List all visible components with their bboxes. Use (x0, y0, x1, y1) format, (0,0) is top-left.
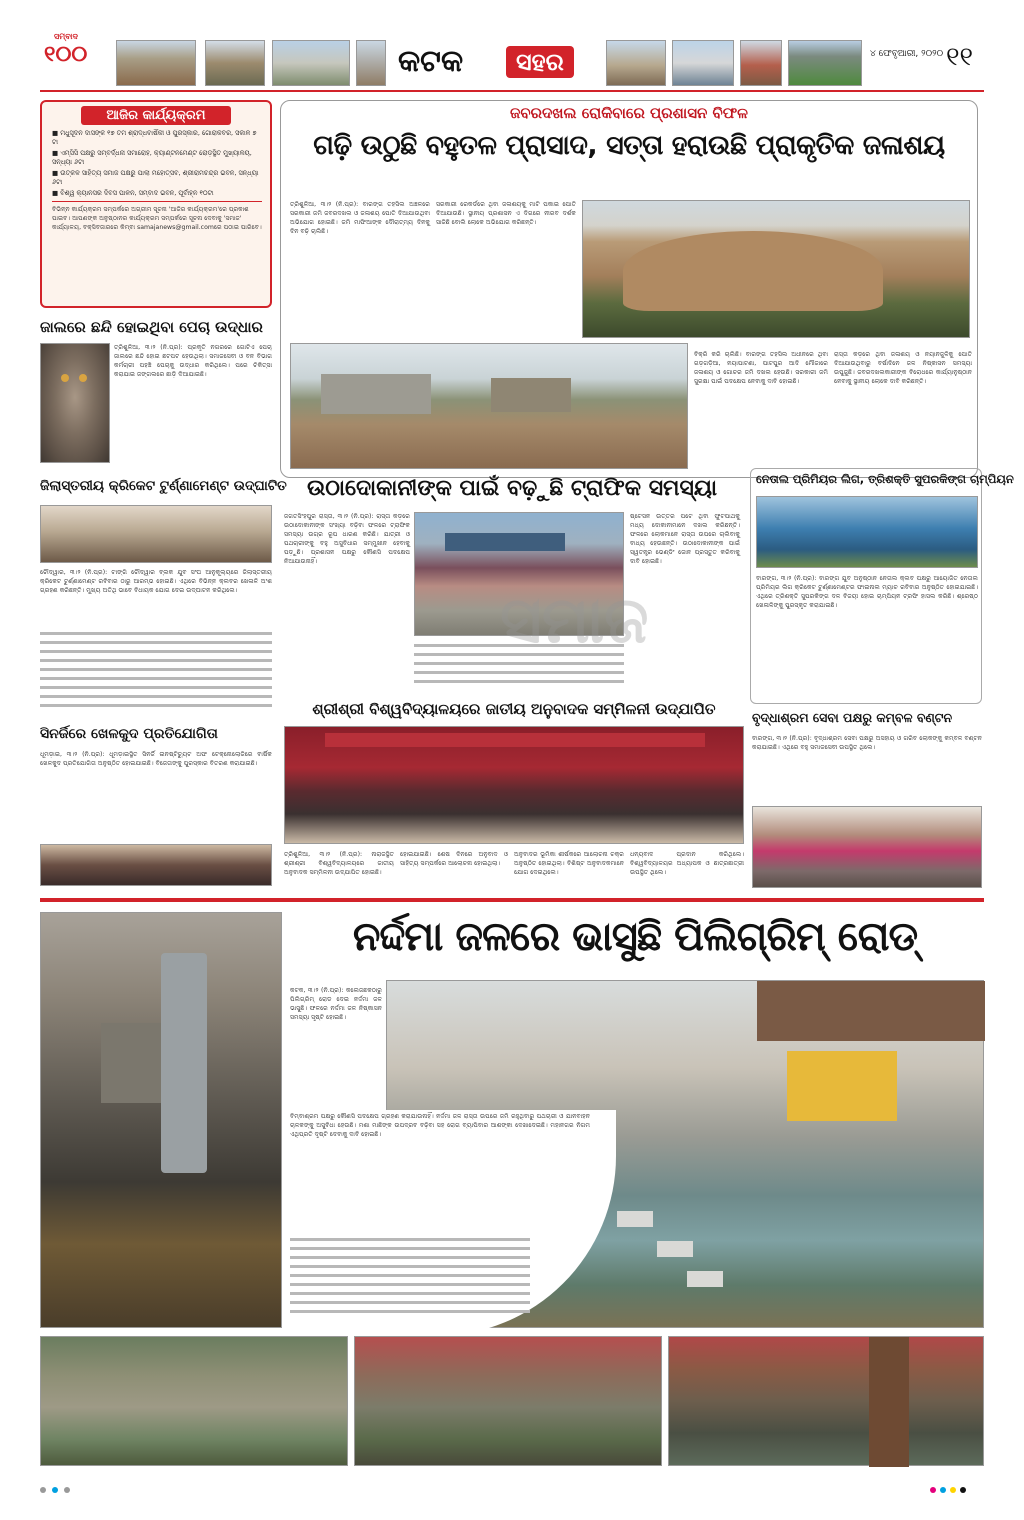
todays-events-note: ବିଭିନ୍ନ କାର୍ଯ୍ୟକ୍ରମ ସମ୍ପର୍କରେ ଅଗ୍ରୀମ ସୂଚନା 'ଆଜିର କାର୍ଯ୍ୟକ୍ରମ'ରେ ପ୍ରକାଶ ପାଇବ। ଆପଣଙ୍କ ଅନୁଷ୍ଠାନର କାର୍ଯ୍ୟକ୍ରମ ସମ୍ପର୍କରେ ସୂଚନା ଦେବାକୁ 'ସମାଜ' କାର୍ଯ୍ୟାଳୟ, ବକ୍ସିବଜାରରେ କିମ୍ବା samajanews@gmail.comରେ ପଠାଇ ପାରିବେ। (52, 201, 262, 232)
stepping-stone (687, 1271, 723, 1287)
drain-photo-garbage-path (354, 1336, 662, 1466)
drain-col-wide: ବିମ୍ବାଶ୍ରମ ପକ୍ଷରୁ କୌଣସି ପଦକ୍ଷେପ ଗ୍ରହଣ କରାଯାଉନାହିଁ। ନର୍ଦ୍ଦମା ଜଳ ରାସ୍ତା ଉପରେ ଜମି ରହୁଥିବାରୁ ପଥଚାରୀ ଓ ଯାନବାହନ ଚାଳକଙ୍କୁ ଅସୁବିଧା ହେଉଛି। ମଶା ମାଛିଙ୍କ ଉପଦ୍ରବ ବଢ଼ିବା ସହ ରୋଗ ବ୍ୟାପିବାର ଆଶଙ୍କା ଦେଖାଦେଇଛି। ମହାନଗର ନିଗମ ଏଥିପ୍ରତି ଦୃଷ୍ଟି ଦେବାକୁ ଦାବି ହୋଇଛି। (290, 1113, 590, 1138)
traffic-col-1: ଜଗତସିଂହପୁର ରାସ୍ତା, ୩।୨ (ନି.ପ୍ର): ରାସ୍ତା କଡ଼ରେ ଉଠାଦୋକାନୀଙ୍କ ସଂଖ୍ୟା ବଢ଼ିବା ଫଳରେ ଟ୍ରାଫିକ ସମସ୍ୟା ଉଗ୍ର ରୂପ ଧାରଣ କରିଛି। ଯାତ୍ରୀ ଓ ପଥଚାରୀଙ୍କୁ ବହୁ ଅସୁବିଧାର ସମ୍ମୁଖୀନ ହେବାକୁ ପଡ଼ୁଛି। ପ୍ରଶାସନ ପକ୍ଷରୁ କୌଣସି ପଦକ୍ଷେପ ନିଆଯାଉନାହିଁ। (284, 513, 410, 565)
stepping-stone (617, 1211, 653, 1227)
masthead-photo-stadium (788, 40, 862, 86)
netal-headline: ନେତାଲ ପ୍ରିମିୟର ଲିଗ, ତ୍ରିଶକ୍ତି ସୁପରକିଙ୍ଗ ଚାମ୍ପିୟନ (756, 472, 1014, 486)
blanket-photo (752, 806, 982, 888)
lead-col-4: ରାସ୍ତା କଡ଼ରେ ଥିବା ଜଳାଶୟ ଓ ନୟାନଜୁଳିକୁ ପୋତି ଦିଆଯାଉଥିବାରୁ ବର୍ଷାଦିନେ ଜଳ ନିଷ୍କାସନ ସମସ୍ୟା ଉପୁଜୁଛି। ଜବରଦଖଲକାରୀଙ୍କ ବିରୋଧରେ କାର୍ଯ୍ୟାନୁଷ୍ଠାନ ନେବାକୁ ସ୍ଥାନୀୟ ଲୋକେ ଦାବି କରିଛନ୍ତି। (834, 351, 972, 385)
owl-eye-icon (61, 374, 69, 382)
masthead-photo-ship (672, 40, 734, 86)
blanket-headline: ବୃଦ୍ଧାଶ୍ରମ ସେବା ପକ୍ଷରୁ କମ୍ବଳ ବଣ୍ଟନ (752, 710, 953, 725)
masthead-photo-building (272, 40, 350, 86)
owl-photo (40, 343, 110, 463)
drain-photo-waterlogged-lane (40, 1336, 348, 1466)
traffic-headline: ଉଠାଦୋକାନୀଙ୍କ ପାଇଁ ବଢ଼ୁଛି ଟ୍ରାଫିକ ସମସ୍ୟା (306, 476, 718, 501)
masthead-photo-market (356, 40, 386, 86)
cricket-body-continued (40, 632, 272, 718)
shop-counter (787, 1051, 897, 1121)
synergy-headline: ସିନର୍ଜିରେ ଖେଳକୁଦ ପ୍ରତିଯୋଗିତା (40, 726, 218, 742)
synergy-body: ଧୂମଡ଼ାଇ, ୩।୨ (ନି.ପ୍ର): ଧୂମଡ଼ାଇସ୍ଥିତ ସିନର୍ଜି ଇନଷ୍ଟିଚ୍ୟୁଟ ଅଫ ଟେକ୍ନୋଲୋଜିରେ ବାର୍ଷିକ ଖେଳକୁଦ ପ୍ରତିଯୋଗିତା ଅନୁଷ୍ଠିତ ହୋଇଯାଇଛି। ବିଜେତାଙ୍କୁ ପୁରସ୍କାର ବିତରଣ କରାଯାଇଛି। (40, 751, 272, 767)
event-item: ■ ବିଶ୍ୱ କ୍ୟାନସର ଦିବସ ପାଳନ, ସମ୍ବାଦ ଭବନ, ପୂର୍ବାହ୍ନ ୧୦ଟା (52, 189, 214, 197)
issue-date: ୪ ଫେବୃଆରୀ, ୨୦୨୦ (870, 49, 944, 59)
owl-body: ତ୍ରିଶୁଳିଆ, ୩।୨ (ନି.ପ୍ର): ପ୍ରକୃତି ନଗରରେ ଗୋଟିଏ ପେଚା ଜାଲରେ ଛନ୍ଦି ହୋଇ ଛଟପଟ ହେଉଥିଲା। ସମାଜସେବୀ ଓ ବନ ବିଭାଗ କର୍ମଚାରୀ ପହଞ୍ଚି ପେଚାକୁ ଉଦ୍ଧାର କରିଥିଲେ। ପରେ ଚିକିତ୍ସା କରାଯାଇ ଜଙ୍ଗଲରେ ଛାଡ଼ି ଦିଆଯାଇଛି। (114, 344, 272, 378)
samaja-watermark: ସମାଜ (500, 584, 649, 658)
todays-events-list (42, 125, 270, 198)
masthead-photo-temple (116, 40, 196, 86)
lead-photo-construction (290, 343, 688, 469)
todays-events-title: ଆଜିର କାର୍ଯ୍ୟକ୍ରମ (81, 106, 231, 125)
srisri-col-4: ଧନ୍ୟବାଦ ପ୍ରଦାନ କରିଥିଲେ। ବିଶ୍ୱବିଦ୍ୟାଳୟର ଅଧ୍ୟାପକ ଓ ଛାତ୍ରଛାତ୍ରୀ ଉପସ୍ଥିତ ଥିଲେ। (630, 851, 744, 876)
lead-col-3: ବିକ୍ରି କରି ଚାଲିଛି। ବାରଙ୍ଗ ତହସିଲ ଅଧୀନରେ ଥିବା ଗଡ଼ଗଡ଼ିଆ, ନୟାପାଟଣା, ପାଟପୁର ଆଦି ମୌଜାରେ ଜଳାଶୟ ଓ ଗୋଚର ଜମି ଦଖଲ ହେଉଛି। ସରକାରୀ ଜମି ସୁରକ୍ଷା ପାଇଁ ପଦକ୍ଷେପ ନେବାକୁ ଦାବି ହୋଇଛି। (694, 351, 828, 385)
section-title-city: କଟକ (398, 44, 464, 79)
edition-logo (40, 32, 102, 72)
edition-number: ୧୦୦ (44, 42, 88, 67)
srisri-photo-stage (284, 726, 744, 844)
netal-photo (756, 496, 978, 568)
shop-roof (757, 981, 985, 1041)
blanket-body: ବାରଙ୍ଗ, ୩।୨ (ନି.ପ୍ର): ବୃଦ୍ଧାଶ୍ରମ ସେବା ପକ୍ଷରୁ ଅସହାୟ ଓ ଗରିବ ଲୋକଙ୍କୁ କମ୍ବଳ ବଣ୍ଟନ କରାଯାଇଛି। ଏଥିରେ ବହୁ ସମାଜସେବୀ ଉପସ୍ଥିତ ଥିଲେ। (752, 735, 982, 751)
owl-headline: ଜାଲରେ ଛନ୍ଦି ହୋଇଥିବା ପେଚା ଉଦ୍ଧାର (40, 318, 263, 336)
drain-headline: ନର୍ଦ୍ଦମା ଜଳରେ ଭାସୁଛି ପିଲିଗ୍ରିମ୍ ରୋଡ୍ (352, 914, 918, 960)
brick-block (101, 1023, 161, 1103)
stage-banner (325, 733, 705, 747)
drain-col-narrow: କଟକ, ୩।୨ (ନି.ପ୍ର): କଲେଜଛକଠାରୁ ପିଲିଗ୍ରିମ୍ ରୋଡ ଦେଇ ନର୍ଦ୍ଦମା ଜଳ ଭାସୁଛି। ଫଳରେ ନର୍ଦ୍ଦମା ଜଳ ନିଷ୍କାସନ ସମସ୍ୟା ସୃଷ୍ଟି ହୋଇଛି। (290, 987, 382, 1021)
page-number: ୧୧ (946, 42, 974, 72)
registration-marks-left (40, 1478, 100, 1486)
stepping-stone (657, 1241, 693, 1257)
owl-eye-icon (79, 374, 87, 382)
srisri-col-2: ହୋଇଯାଇଛି। ଶେଷ ଦିନରେ ଅନୁବାଦ ଓ ସାହିତ୍ୟ ସମ୍ପର୍କରେ ଆଲୋଚନା ହୋଇଥିଲା। (400, 851, 508, 867)
masthead-rule (40, 90, 984, 92)
drain-divider (40, 898, 984, 902)
lead-col-1: ତ୍ରିଶୁଳିଆ, ୩।୨ (ନି.ପ୍ର): ବାରଙ୍ଗ ତହସିଲ ଅଞ୍ଚଳରେ ସରକାରୀ ଜମି ଜବରଦଖଲ ଓ ଜଳାଶୟ ପୋତି ଦିଆଯାଉଥିବା ଅଭିଯୋଗ ହୋଇଛି। ଜମି ମାଫିଆଙ୍କ ଦୌରାତ୍ମ୍ୟ ଦିନକୁ ଦିନ ବଢ଼ି ଚାଲିଛି। (290, 201, 430, 235)
netal-body: ବାରଙ୍ଗ, ୩।୨ (ନି.ପ୍ର): ବାରଙ୍ଗ ଯୁବ ଅନୁଷ୍ଠାନ ନେତାଲ କ୍ଲବ ପକ୍ଷରୁ ଆୟୋଜିତ ନେତାଲ ପ୍ରିମିୟର ଲିଗ କ୍ରିକେଟ ଟୁର୍ଣ୍ଣାମେଣ୍ଟର ଫାଇନାଲ ମ୍ୟାଚ ରବିବାର ଅନୁଷ୍ଠିତ ହୋଇଯାଇଛି। ଏଥିରେ ତ୍ରିଶକ୍ତି ସୁପରକିଙ୍ଗ ଦଳ ବିଜୟୀ ହୋଇ ଚାମ୍ପିୟନ ଟ୍ରଫି ହାସଲ କରିଛି। ଶ୍ରେଷ୍ଠ ଖେଳାଳିଙ୍କୁ ପୁରସ୍କୃତ କରାଯାଇଛି। (756, 575, 978, 609)
handpump-shape (161, 953, 207, 1173)
masthead-photo-gate (606, 40, 666, 86)
lead-kicker: ଜବରଦଖଲ ରୋକିବାରେ ପ୍ରଶାସନ ବିଫଳ (509, 104, 749, 122)
section-title-sahar: ସହର (506, 46, 574, 78)
stall-canopy (445, 533, 565, 551)
todays-events-box (40, 100, 272, 308)
lead-col-2: ସରକାରୀ ରେକର୍ଡରେ ଥିବା ଜଳାଶୟକୁ ମାଟି ପକାଇ ପୋତି ଦିଆଯାଉଛି। ସ୍ଥାନୀୟ ପ୍ରଶାସନ ଏ ଦିଗରେ ନୀରବ ଦର୍ଶକ ସାଜିଛି ବୋଲି ଲୋକେ ଅଭିଯୋଗ କରିଛନ୍ତି। (436, 201, 576, 226)
edition-tag: ସମ୍ବାଦ (54, 32, 78, 41)
srisri-col-1: ତ୍ରିଶୁଳିଆ, ୩।୨ (ନି.ପ୍ର): ନାରାଜସ୍ଥିତ ଶ୍ରୀଶ୍ରୀ ବିଶ୍ୱବିଦ୍ୟାଳୟରେ ଜାତୀୟ ଅନୁବାଦକ ସମ୍ମିଳନୀ ଉଦ୍‌ଯାପିତ ହୋଇଛି। (284, 851, 394, 876)
tree-trunk (869, 1337, 909, 1467)
lead-photo-sand-mound (582, 200, 970, 338)
event-item: ■ ଏମ୍‌ସିସି ପକ୍ଷରୁ ସମ୍ବର୍ଦ୍ଧନା ସମାରୋହ, କ୍ୟାଣ୍ଟନମେଣ୍ଟ ରୋଡ଼ସ୍ଥିତ ମୁଖ୍ୟାଳୟ, ସନ୍ଧ୍ୟା ୬ଟା (52, 149, 252, 166)
event-item: ■ ଉତ୍କଳ ସାହିତ୍ୟ ସମାଜ ପକ୍ଷରୁ ପାଲା ମହୋତ୍ସବ, ଶ୍ରୀରାମଚନ୍ଦ୍ର ଭବନ, ସନ୍ଧ୍ୟା ୬ଟା (52, 169, 259, 186)
construction-building (321, 374, 431, 414)
srisri-col-3: ଅନୁବାଦର ଭୂମିକା ଶୀର୍ଷକରେ ଆଲୋଚନା ଚକ୍ର ଅନୁଷ୍ଠିତ ହୋଇଥିଲା। ବିଶିଷ୍ଟ ଅନୁବାଦକମାନେ ଯୋଗ ଦେଇଥିଲେ। (514, 851, 624, 876)
sand-mound-shape (623, 231, 883, 311)
srisri-headline: ଶ୍ରୀଶ୍ରୀ ବିଶ୍ୱବିଦ୍ୟାଳୟରେ ଜାତୀୟ ଅନୁବାଦକ ସମ୍ମିଳନୀ ଉଦ୍‌ଯାପିତ (312, 700, 716, 718)
drain-body-continued (290, 1238, 530, 1328)
traffic-col-2: ଷ୍ଟେସନ ଉତ୍ତର ପଟେ ଥିବା ଫୁଟପାଥକୁ ମଧ୍ୟ ଦୋକାନୀମାନେ ଦଖଲ କରିଛନ୍ତି। ଫଳରେ ଲୋକମାନେ ରାସ୍ତା ଉପରେ ଚାଲିବାକୁ ବାଧ୍ୟ ହେଉଛନ୍ତି। ଉଠାଦୋକାନୀଙ୍କ ପାଇଁ ସ୍ୱତନ୍ତ୍ର ଭେଣ୍ଡିଂ ଜୋନ ପ୍ରସ୍ତୁତ କରିବାକୁ ଦାବି ହୋଇଛି। (630, 513, 740, 565)
construction-building (491, 378, 571, 412)
registration-marks-right (930, 1478, 990, 1486)
lead-headline: ଗଢ଼ି ଉଠୁଛି ବହୁତଳ ପ୍ରାସାଦ, ସତ୍ତା ହରାଉଛି ପ୍ରାକୃତିକ ଜଳାଶୟ (313, 130, 945, 161)
event-item: ■ ମଧୁସୂଦନ ଦାସଙ୍କ ୧୭ ତମ ଶ୍ରାଦ୍ଧବାର୍ଷିକୀ ଓ ପୁରସ୍କାର, ଗୋରାକବର, ସକାଳ ୭ ଟା (52, 129, 257, 146)
drain-photo-handpump (40, 912, 282, 1328)
masthead-photo-fort (205, 40, 265, 86)
cricket-photo (40, 505, 272, 563)
section-title (392, 40, 604, 86)
drain-photo-debris (668, 1336, 984, 1466)
synergy-photo (40, 844, 272, 886)
masthead-photo-heritage (740, 40, 782, 86)
cricket-body: ଚୌଦ୍ୱାର, ୩।୨ (ନି.ପ୍ର): ଟାଙ୍ଗି ଚୌଦ୍ୱାର ବ୍ଲକ ଯୁବ ସଂଘ ଆନୁକୂଲ୍ୟରେ ଜିଲାସ୍ତରୀୟ କ୍ରିକେଟ ଟୁର୍ଣ୍ଣାମେଣ୍ଟ ରବିବାର ଠାରୁ ଆରମ୍ଭ ହୋଇଛି। ଏଥିରେ ବିଭିନ୍ନ କ୍ଲବର ଖେଳାଳି ଅଂଶ ଗ୍ରହଣ କରିଛନ୍ତି। ମୁଖ୍ୟ ଅତିଥି ଭାବେ ବିଧାୟକ ଯୋଗ ଦେଇ ଉଦ୍‌ଘାଟନ କରିଥିଲେ। (40, 569, 272, 594)
masthead (0, 0, 1024, 92)
cricket-headline: ଜିଲାସ୍ତରୀୟ କ୍ରିକେଟ ଟୁର୍ଣ୍ଣାମେଣ୍ଟ ଉଦ୍‌ଘାଟିତ (40, 478, 287, 494)
